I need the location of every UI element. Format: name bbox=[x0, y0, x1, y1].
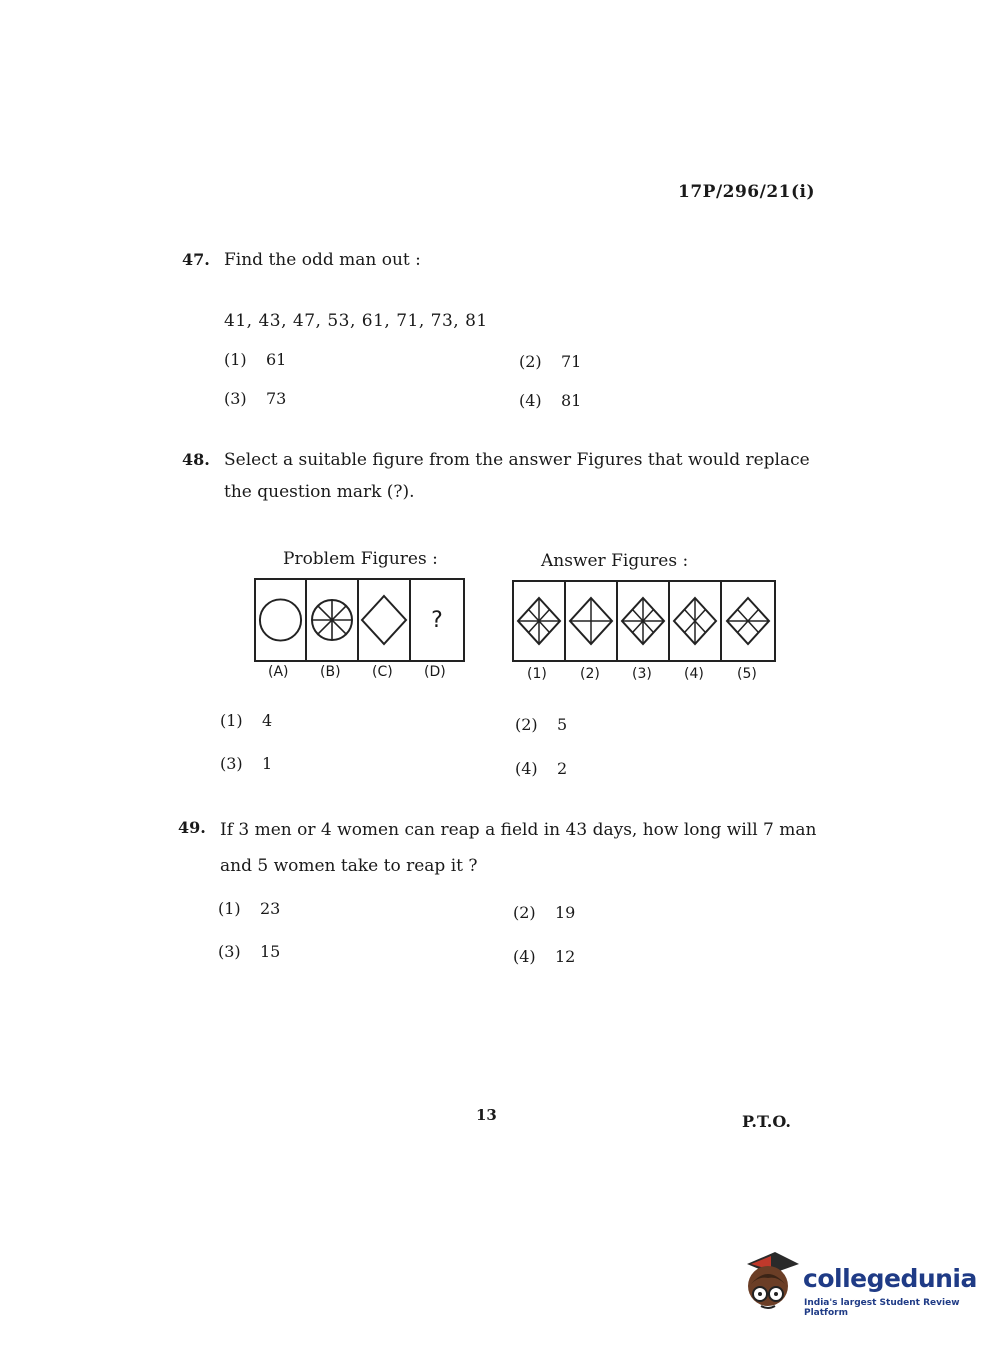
problem-figure-c bbox=[359, 580, 411, 660]
problem-figure-d bbox=[411, 580, 463, 660]
option-4: (4) 2 bbox=[515, 759, 568, 778]
option-1: (1) 61 bbox=[224, 350, 287, 369]
question-text: Find the odd man out : bbox=[224, 250, 421, 270]
question-number: 48. bbox=[182, 450, 210, 469]
answer-figure-4 bbox=[670, 582, 722, 660]
number-series: 41, 43, 47, 53, 61, 71, 73, 81 bbox=[224, 311, 488, 331]
pto-label: P.T.O. bbox=[742, 1112, 791, 1131]
diamond-figure-icon bbox=[359, 580, 409, 660]
question-mark: ? bbox=[431, 607, 443, 633]
question-text-line-1: If 3 men or 4 women can reap a field in 43 days, how long will 7 man bbox=[220, 820, 817, 840]
diamond-cross-diagonals-icon bbox=[618, 582, 668, 660]
question-number: 49. bbox=[178, 818, 206, 837]
problem-figures-box bbox=[254, 578, 465, 662]
problem-figure-b bbox=[307, 580, 359, 660]
paper-code: 17P/296/21(i) bbox=[678, 182, 816, 202]
answer-sublabel-1: (1) bbox=[527, 666, 547, 682]
option-1: (1) 23 bbox=[218, 899, 281, 918]
option-1: (1) 4 bbox=[220, 711, 273, 730]
question-number: 47. bbox=[182, 250, 210, 269]
answer-sublabel-3: (3) bbox=[632, 666, 652, 682]
diamond-vertical-diagonals-icon bbox=[670, 582, 720, 660]
option-2: (2) 71 bbox=[519, 352, 582, 371]
problem-sublabel-b: (B) bbox=[320, 664, 341, 680]
option-3: (3) 15 bbox=[218, 942, 281, 961]
circle-figure-icon bbox=[256, 580, 305, 660]
problem-sublabel-a: (A) bbox=[268, 664, 289, 680]
option-3: (3) 1 bbox=[220, 754, 273, 773]
diamond-horizontal-diagonals-icon bbox=[722, 582, 774, 660]
answer-sublabel-2: (2) bbox=[580, 666, 600, 682]
answer-figure-3 bbox=[618, 582, 670, 660]
option-4: (4) 81 bbox=[519, 391, 582, 410]
option-2: (2) 5 bbox=[515, 715, 568, 734]
page-number: 13 bbox=[476, 1106, 497, 1124]
answer-figures-box bbox=[512, 580, 776, 662]
problem-sublabel-c: (C) bbox=[372, 664, 393, 680]
answer-figures-label: Answer Figures : bbox=[541, 551, 689, 571]
option-2: (2) 19 bbox=[513, 903, 576, 922]
watermark-tagline: India's largest Student Review Platform bbox=[804, 1298, 960, 1318]
answer-figure-2 bbox=[566, 582, 618, 660]
answer-figure-1 bbox=[514, 582, 566, 660]
answer-sublabel-5: (5) bbox=[737, 666, 757, 682]
watermark-brand-name: collegedunia bbox=[803, 1264, 977, 1293]
question-text-line-2: the question mark (?). bbox=[224, 482, 415, 502]
question-text-line-1: Select a suitable figure from the answer Figures that would replace bbox=[224, 450, 810, 470]
option-3: (3) 73 bbox=[224, 389, 287, 408]
problem-figures-label: Problem Figures : bbox=[283, 549, 438, 569]
problem-sublabel-d: (D) bbox=[424, 664, 446, 680]
student-mascot-icon bbox=[741, 1250, 801, 1316]
problem-figure-a bbox=[256, 580, 307, 660]
answer-figure-5 bbox=[722, 582, 774, 660]
spoked-wheel-icon bbox=[307, 580, 357, 660]
question-text-line-2: and 5 women take to reap it ? bbox=[220, 856, 478, 876]
diamond-cross-icon bbox=[566, 582, 616, 660]
answer-sublabel-4: (4) bbox=[684, 666, 704, 682]
option-4: (4) 12 bbox=[513, 947, 576, 966]
diamond-cross-diagonals-icon bbox=[514, 582, 564, 660]
